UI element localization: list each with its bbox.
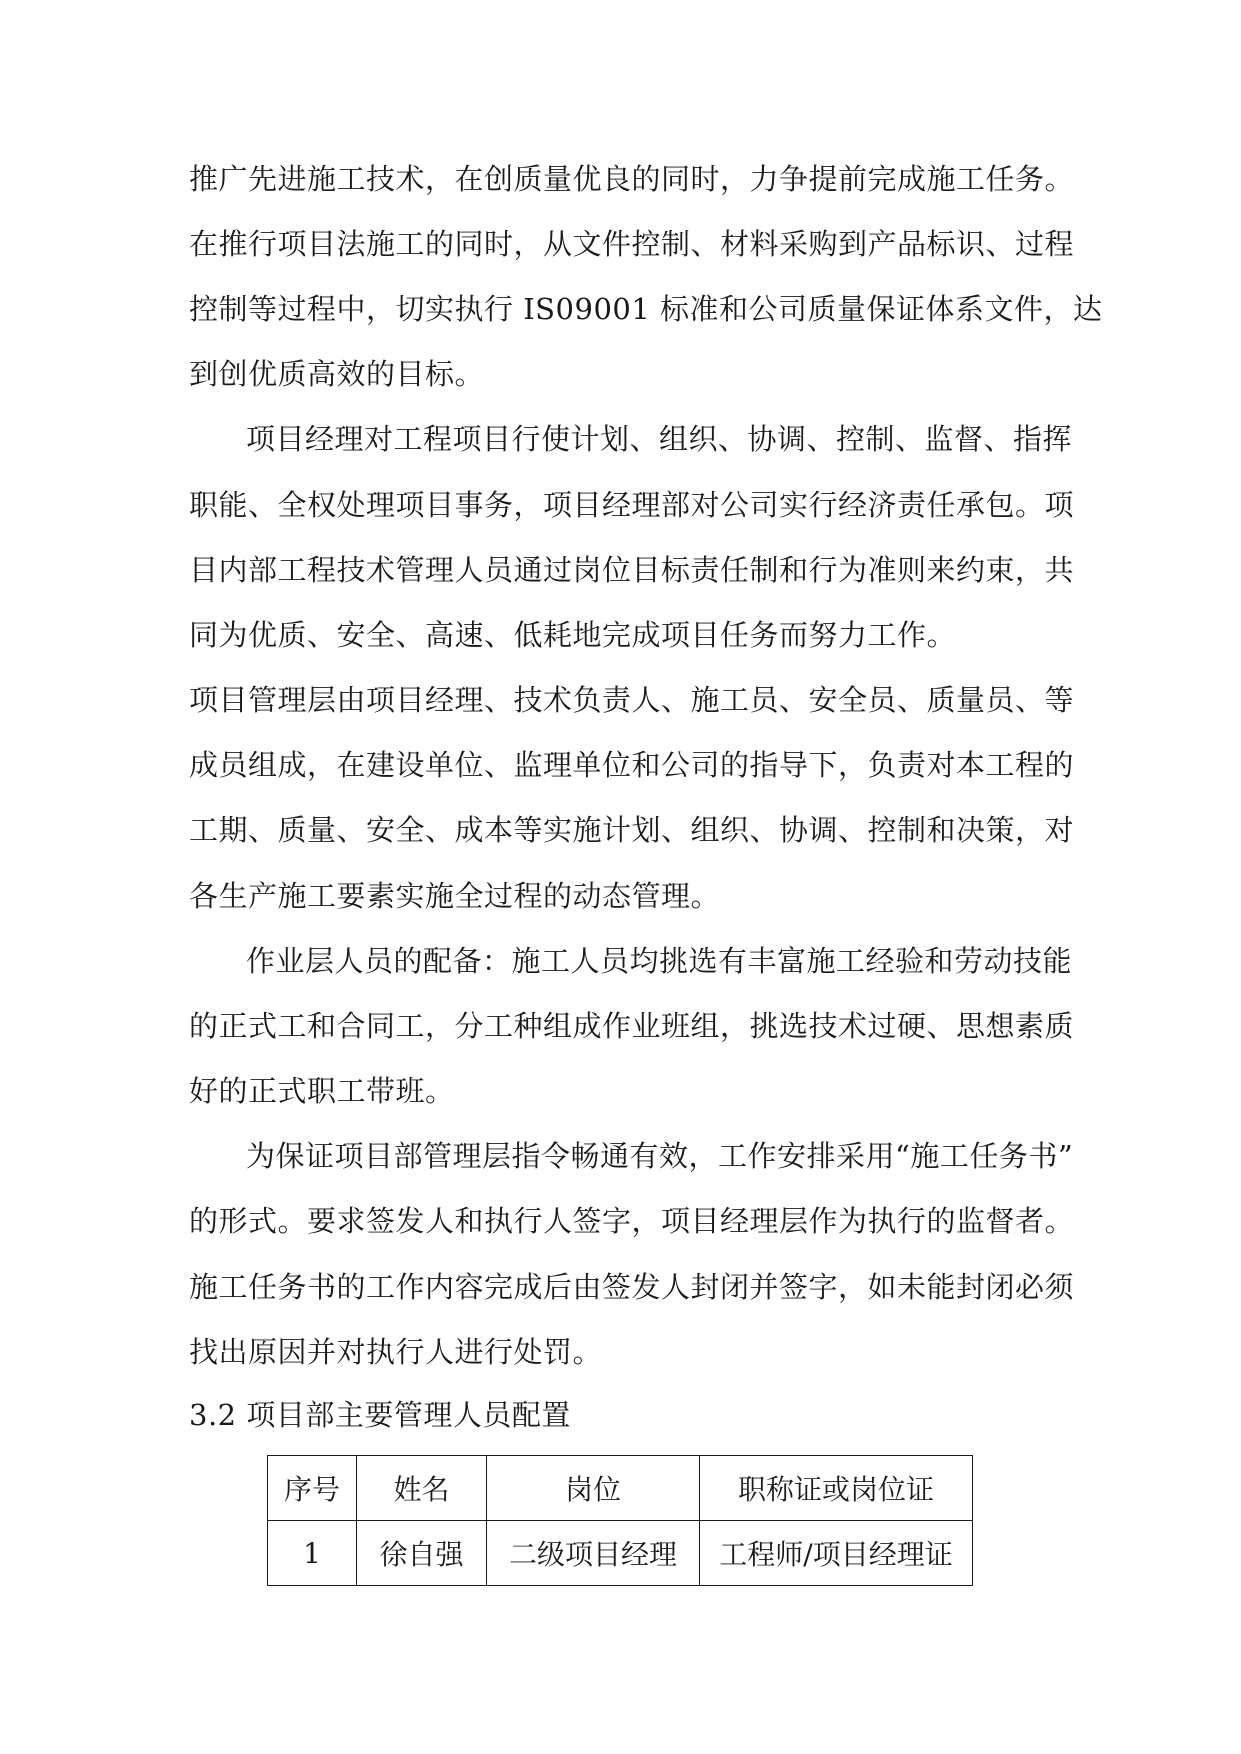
text-line: 推广先进施工技术，在创质量优良的同时，力争提前完成施工任务。: [189, 162, 1075, 196]
text-line: 施工任务书的工作内容完成后由签发人封闭并签字，如未能封闭必须: [189, 1270, 1075, 1304]
text-line: 到创优质高效的目标。: [189, 357, 485, 391]
text-line: 项目经理对工程项目行使计划、组织、协调、控制、监督、指挥: [246, 422, 1073, 456]
text-line: 作业层人员的配备：施工人员均挑选有丰富施工经验和劳动技能: [246, 944, 1073, 978]
section-heading: 3.2 项目部主要管理人员配置: [189, 1398, 571, 1432]
column-header: 职称证或岗位证: [700, 1456, 973, 1521]
text-line: 在推行项目法施工的同时，从文件控制、材料采购到产品标识、过程: [189, 227, 1075, 261]
table-cell: 徐自强: [357, 1521, 487, 1586]
table-row: [268, 1521, 973, 1586]
text-line: 找出原因并对执行人进行处罚。: [189, 1335, 603, 1369]
text-line: 好的正式职工带班。: [189, 1074, 455, 1108]
table-cell: 1: [268, 1521, 357, 1586]
column-header: 岗位: [487, 1456, 700, 1521]
text-line: 职能、全权处理项目事务，项目经理部对公司实行经济责任承包。项: [189, 488, 1075, 522]
text-line: 成员组成，在建设单位、监理单位和公司的指导下，负责对本工程的: [189, 748, 1075, 782]
staff-table: [267, 1455, 973, 1586]
column-header: 序号: [268, 1456, 357, 1521]
text-line: 各生产施工要素实施全过程的动态管理。: [189, 879, 721, 913]
text-line: 项目管理层由项目经理、技术负责人、施工员、安全员、质量员、等: [189, 683, 1075, 717]
text-line: 工期、质量、安全、成本等实施计划、组织、协调、控制和决策，对: [189, 813, 1075, 847]
text-line: 同为优质、安全、高速、低耗地完成项目任务而努力工作。: [189, 618, 957, 652]
table-cell: 工程师/项目经理证: [700, 1521, 973, 1586]
text-line: 目内部工程技术管理人员通过岗位目标责任制和行为准则来约束，共: [189, 553, 1075, 587]
text-line: 为保证项目部管理层指令畅通有效，工作安排采用“施工任务书”: [246, 1139, 1074, 1173]
column-header: 姓名: [357, 1456, 487, 1521]
text-line: 的正式工和合同工，分工种组成作业班组，挑选技术过硬、思想素质: [189, 1009, 1075, 1043]
text-line: 控制等过程中，切实执行 IS09001 标准和公司质量保证体系文件，达: [189, 292, 1103, 326]
table-cell: 二级项目经理: [487, 1521, 700, 1586]
table-header-row: [268, 1456, 973, 1521]
text-line: 的形式。要求签发人和执行人签字，项目经理层作为执行的监督者。: [189, 1204, 1075, 1238]
